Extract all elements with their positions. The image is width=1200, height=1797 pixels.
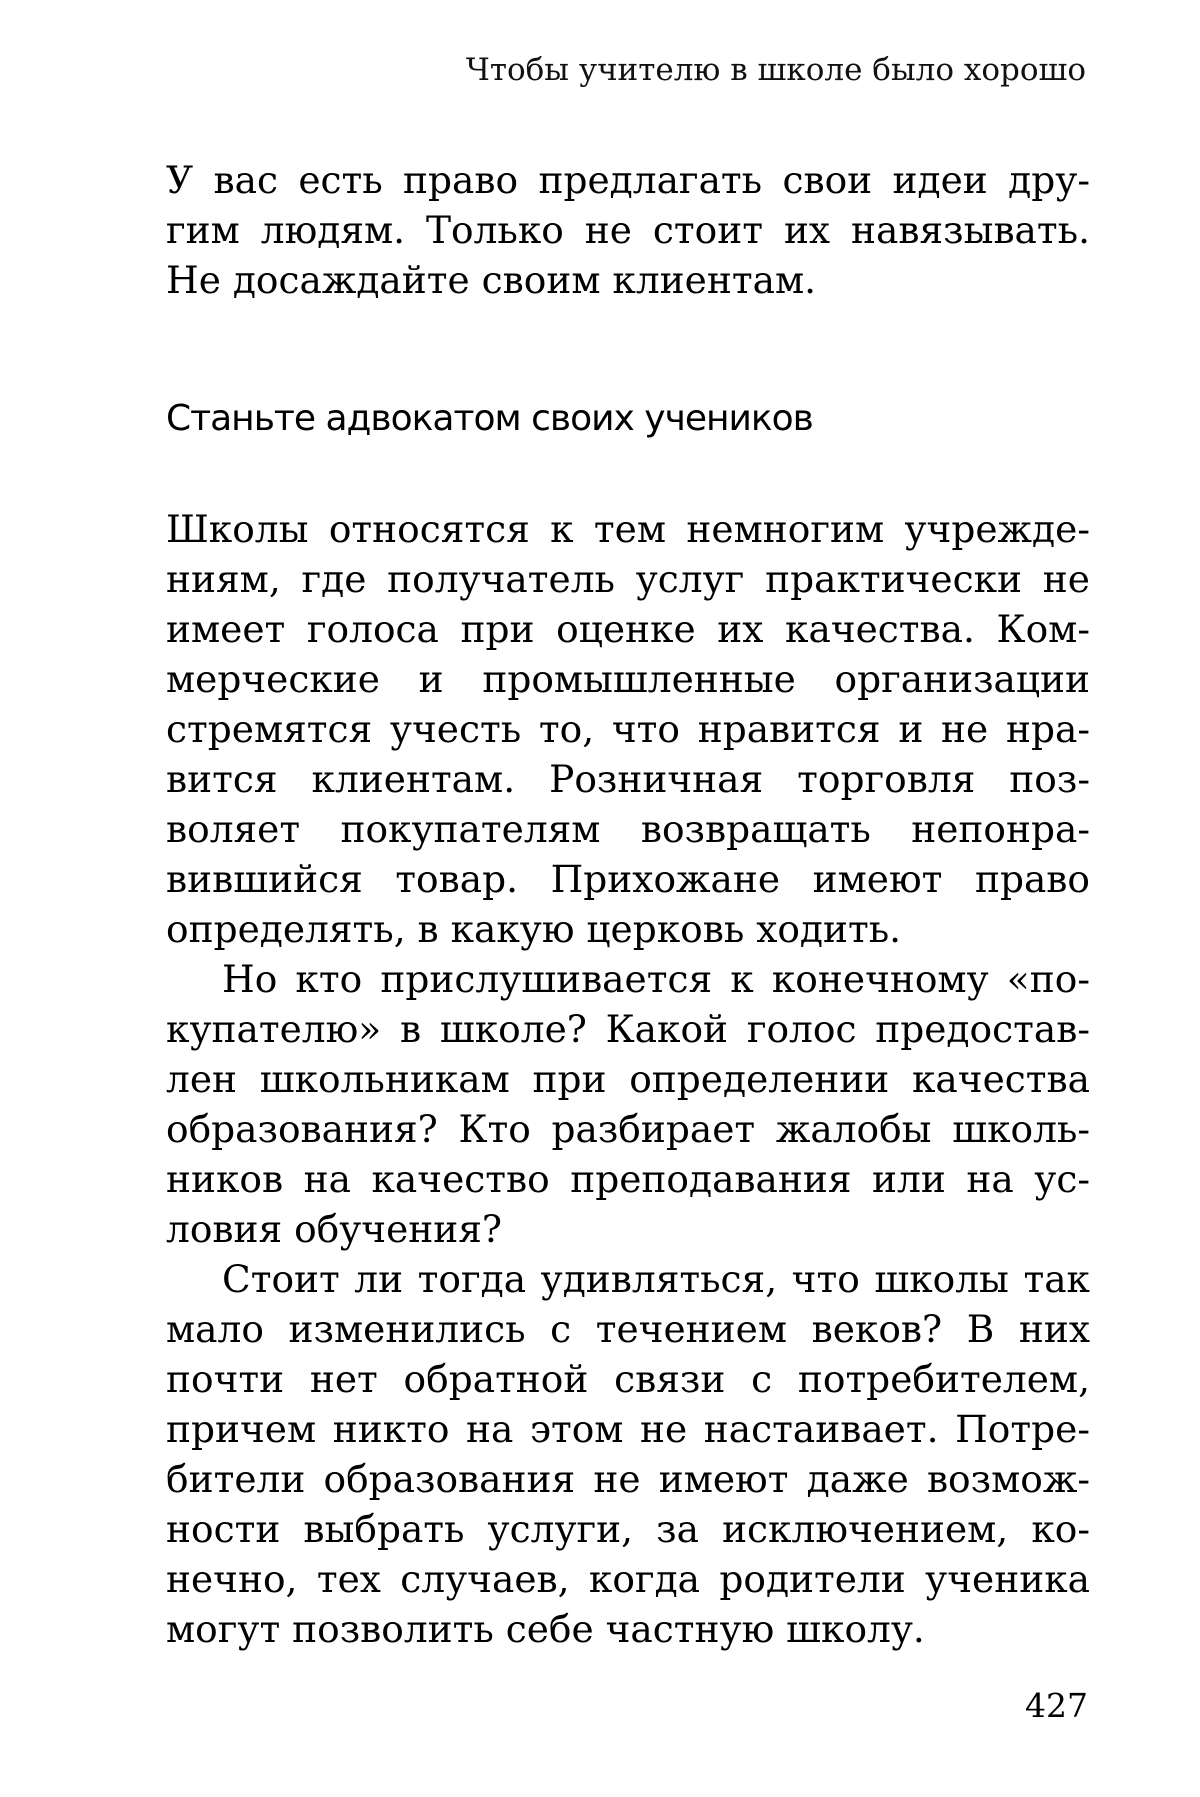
text-line: имеет голоса при оценке их качества. Ком- (166, 607, 1090, 651)
text-line: ников на качество преподавания или на ус- (166, 1157, 1090, 1201)
text-line: мало изменились с течением веков? В них (166, 1307, 1090, 1351)
text-line: образования? Кто разбирает жалобы школь- (166, 1107, 1090, 1151)
page-number: 427 (1025, 1686, 1088, 1725)
text-line: Не досаждайте своим клиентам. (166, 258, 817, 302)
intro-paragraph (166, 155, 1090, 305)
text-line: Стоит ли тогда удивляться, что школы так (222, 1257, 1090, 1301)
paragraph-2 (166, 954, 1090, 1254)
text-line: определять, в какую церковь ходить. (166, 907, 902, 951)
text-line: ниям, где получатель услуг практически не (166, 557, 1090, 601)
text-line: У вас есть право предлагать свои идеи дру- (166, 158, 1090, 202)
text-line: гим людям. Только не стоит их навязывать. (166, 208, 1090, 252)
section-title: Станьте адвокатом своих учеников (166, 398, 813, 439)
text-line: стремятся учесть то, что нравится и не нра- (166, 707, 1090, 751)
text-line: бители образования не имеют даже возмож- (166, 1457, 1090, 1501)
text-line: воляет покупателям возвращать непонра- (166, 807, 1090, 851)
text-line: могут позволить себе частную школу. (166, 1607, 925, 1651)
text-line: ловия обучения? (166, 1207, 503, 1251)
text-line: мерческие и промышленные организации (166, 657, 1090, 701)
text-line: купателю» в школе? Какой голос предостав- (166, 1007, 1090, 1051)
text-line: ности выбрать услуги, за исключением, ко- (166, 1507, 1090, 1551)
paragraph-3 (166, 1254, 1090, 1654)
paragraph-1 (166, 504, 1090, 954)
text-line: вившийся товар. Прихожане имеют право (166, 857, 1090, 901)
running-head: Чтобы учителю в школе было хорошо (465, 52, 1086, 88)
text-line: Школы относятся к тем немногим учрежде- (166, 507, 1090, 551)
text-line: Но кто прислушивается к конечному «по- (222, 957, 1090, 1001)
text-line: вится клиентам. Розничная торговля поз- (166, 757, 1090, 801)
text-line: причем никто на этом не настаивает. Потре- (166, 1407, 1090, 1451)
text-line: нечно, тех случаев, когда родители ученика (166, 1557, 1090, 1601)
text-line: почти нет обратной связи с потребителем, (166, 1357, 1090, 1401)
text-line: лен школьникам при определении качества (166, 1057, 1090, 1101)
